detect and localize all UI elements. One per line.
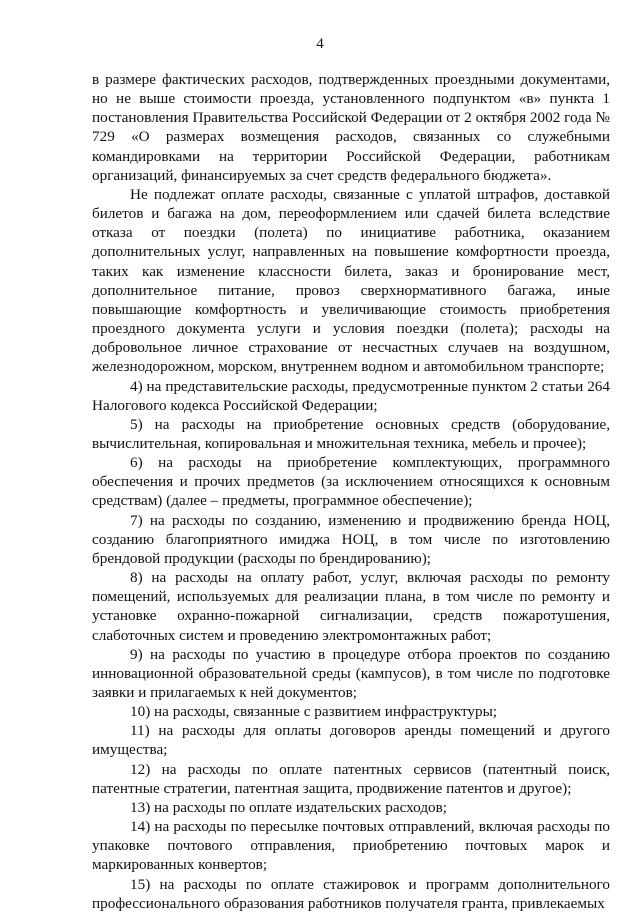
list-item-5: 5) на расходы на приобретение основных средств (оборудование, вычислительная, копировальная и множительная техника, мебель и прочее); (92, 415, 610, 452)
page-number: 4 (316, 36, 324, 52)
list-item-12: 12) на расходы по оплате патентных сервисов (патентный поиск, патентные стратегии, патентная защита, продвижение патентов и другое); (92, 760, 610, 797)
list-item-13: 13) на расходы по оплате издательских расходов; (130, 798, 448, 816)
list-item-7: 7) на расходы по созданию, изменению и продвижению бренда НОЦ, созданию благоприятного имиджа НОЦ, в том числе по изготовлению брендовой продукции (расходы по брендированию); (92, 511, 610, 567)
list-item-9: 9) на расходы по участию в процедуре отбора проектов по созданию инновационной образовательной среды (кампусов), в том числе по подготовке заявки и прилагаемых к ней документов; (92, 645, 610, 701)
list-item-10: 10) на расходы, связанные с развитием инфраструктуры; (130, 703, 498, 721)
document-body (92, 70, 610, 913)
list-item-15: 15) на расходы по оплате стажировок и программ дополнительного профессионального образования работников получателя гранта, привлекаемых (92, 875, 610, 912)
list-item-4: 4) на представительские расходы, предусмотренные пунктом 2 статьи 264 Налогового кодекса Российской Федерации; (92, 377, 610, 414)
list-item-11: 11) на расходы для оплаты договоров аренды помещений и другого имущества; (92, 722, 610, 759)
list-item-14: 14) на расходы по пересылке почтовых отправлений, включая расходы по упаковке почтового отправления, приобретению почтовых марок и маркированных конвертов; (92, 818, 610, 874)
paragraph-not-payable: Не подлежат оплате расходы, связанные с уплатой штрафов, доставкой билетов и багажа на дом, переоформлением или сдачей билета вследствие отказа от поездки (полета) по инициативе работника, оказанием дополнительных услуг, направленных на повышение комфортности проезда, таких как изменение классности билета, заказ и бронирование мест, дополнительное питание, провоз сверхнормативного багажа, иные повышающие комфортность и увеличивающие стоимость приобретения проездного документа услуги и условия поездки (полета); расходы на добровольное личное страхование от несчастных случаев на воздушном, железнодорожном, морском, внутреннем водном и автомобильном транспорте; (92, 185, 610, 376)
list-item-6: 6) на расходы на приобретение комплектующих, программного обеспечения и прочих предметов (за исключением относящихся к основным средствам) (далее – предметы, программное обеспечение); (92, 454, 610, 510)
paragraph-continuation: в размере фактических расходов, подтвержденных проездными документами, но не выше стоимости проезда, установленного подпунктом «в» пункта 1 постановления Правительства Российской Федерации от 2 октября 2002 года № 729 «О размерах возмещения расходов, связанных со служебными командировками на территории Российской Федерации, работникам организаций, финансируемых за счет средств федерального бюджета». (92, 71, 610, 184)
list-item-8: 8) на расходы на оплату работ, услуг, включая расходы по ремонту помещений, используемых для реализации плана, в том числе по ремонту и установке охранно-пожарной сигнализации, средств пожаротушения, слаботочных систем и проведению электромонтажных работ; (92, 569, 610, 644)
